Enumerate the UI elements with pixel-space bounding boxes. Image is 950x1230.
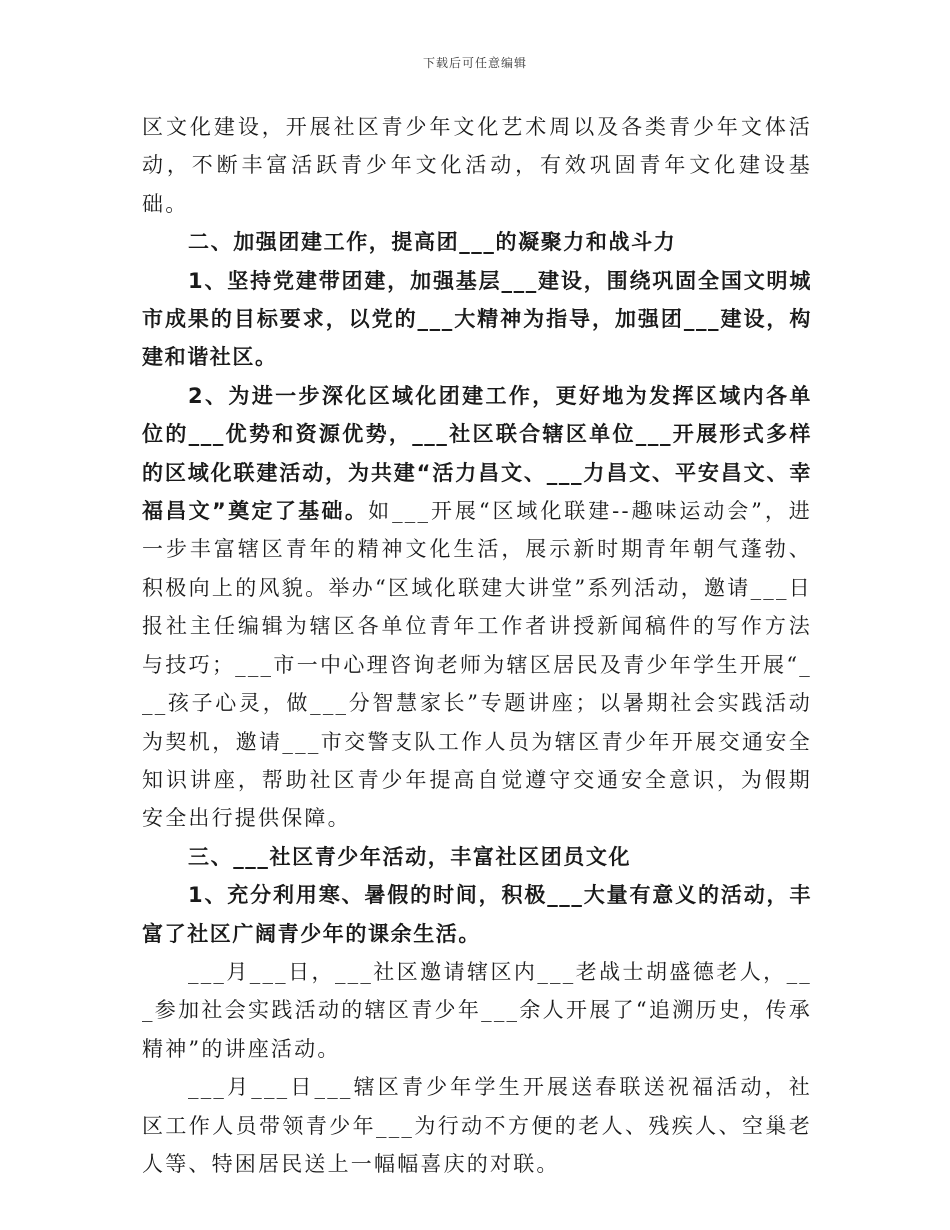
paragraph-regional-league-building-bold: 2、为进一步深化区域化团建工作，更好地为发挥区域内各单位的___优势和资源优势，___社区联合辖区单位___开展形式多样的区域化联建活动，为共建“活力昌文、___力昌文、平安昌文、幸福昌文”奠定了基础。	[142, 383, 812, 524]
page-header-note: 下载后可任意编辑	[422, 56, 527, 70]
paragraph-culture-construction: 区文化建设，开展社区青少年文化艺术周以及各类青少年文体活动，不断丰富活跃青少年文化活动，有效巩固青年文化建设基础。	[142, 115, 812, 216]
paragraph-spring-couplets: ___月___日___辖区青少年学生开展送春联送祝福活动，社区工作人员带领青少年___为行动不方便的老人、残疾人、空巢老人等、特困居民送上一幅幅喜庆的对联。	[142, 1075, 812, 1176]
paragraph-regional-league-building-detail: 如___开展“区域化联建--趣味运动会”，进一步丰富辖区青年的精神文化生活，展示新时期青年朝气蓬勃、积极向上的风貌。举办“区域化联建大讲堂”系列活动，邀请___日报社主任编辑为辖区各单位青年工作者讲授新闻稿件的写作方法与技巧；___市一中心理咨询老师为辖区居民及青少年学生开展“___孩子心灵，做___分智慧家长”专题讲座；以暑期社会实践活动为契机，邀请___市交警支队工作人员为辖区青少年开展交通安全知识讲座，帮助社区青少年提高自觉遵守交通安全意识，为假期安全出行提供保障。	[142, 499, 812, 831]
section-heading-three: 三、___社区青少年活动，丰富社区团员文化	[188, 844, 632, 869]
section-heading-two: 二、加强团建工作，提高团___的凝聚力和战斗力	[188, 230, 677, 255]
paragraph-holiday-activities: 1、充分利用寒、暑假的时间，积极___大量有意义的活动，丰富了社区广阔青少年的课余生活。	[142, 883, 812, 946]
document-body	[142, 108, 812, 1183]
paragraph-party-building: 1、坚持党建带团建，加强基层___建设，围绕巩固全国文明城市成果的目标要求，以党的___大精神为指导，加强团___建设，构建和谐社区。	[142, 268, 812, 370]
paragraph-history-lecture: ___月___日，___社区邀请辖区内___老战士胡盛德老人，___参加社会实践活动的辖区青少年___余人开展了“追溯历史，传承精神”的讲座活动。	[142, 959, 812, 1061]
paragraph-regional-league-building	[142, 377, 812, 838]
